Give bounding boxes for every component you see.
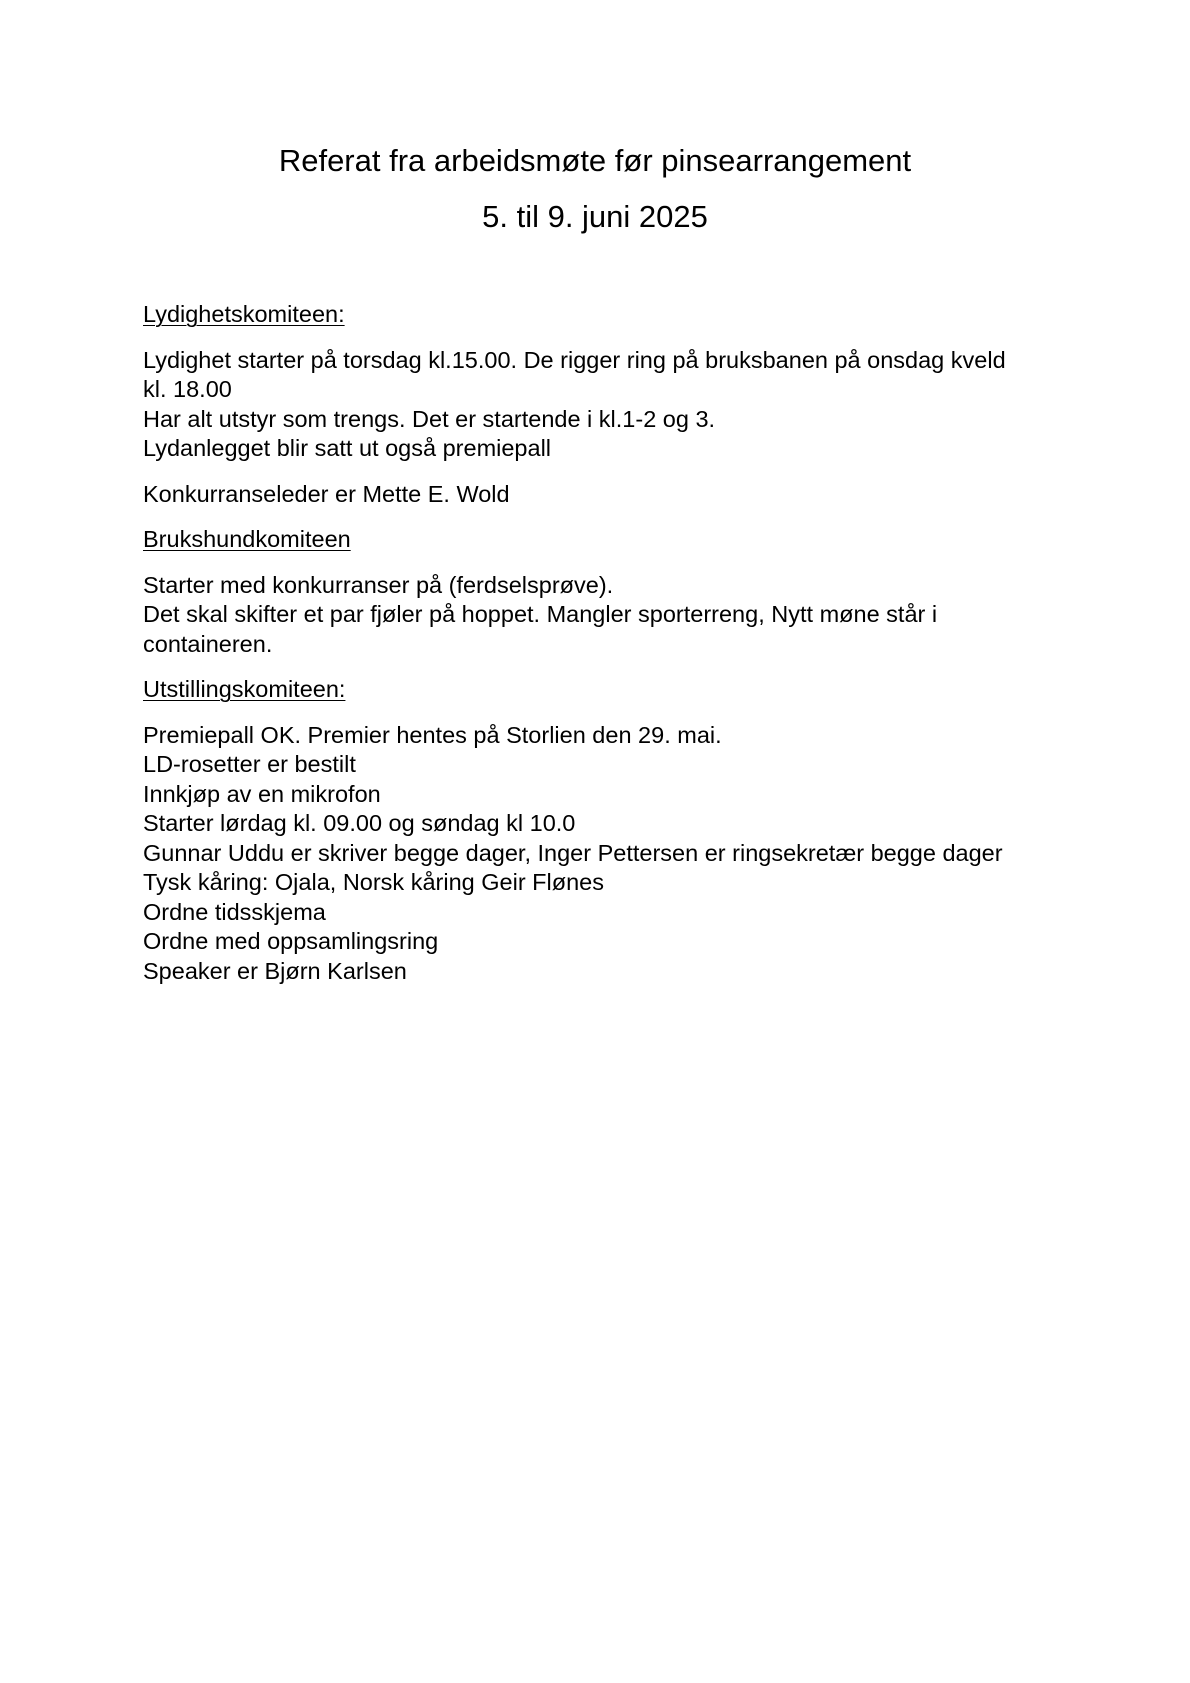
utstilling-paragraph-1 [143,721,1043,987]
text-line: Speaker er Bjørn Karlsen [143,957,407,984]
text-line: Lydighet starter på torsdag kl.15.00. De rigger ring på bruksbanen på onsdag kveld [143,346,1006,373]
text-line: Har alt utstyr som trengs. Det er startende i kl.1-2 og 3. [143,405,716,432]
text-line: Det skal skifter et par fjøler på hoppet. Mangler sporterreng, Nytt møne står i [143,601,938,627]
brukshund-paragraph-1 [143,571,1043,660]
text-line: Gunnar Uddu er skriver begge dager, Inger Pettersen er ringsekretær begge dager [143,839,1003,866]
spacer [143,509,1043,525]
text-line: Starter med konkurranser på (ferdselsprøve). [143,571,614,598]
text-line: Lydanlegget blir satt ut også premiepall [143,435,552,461]
spacer [143,555,1043,571]
spacer [143,659,1043,675]
spacer [143,705,1043,721]
text-line: Ordne med oppsamlingsring [143,928,439,954]
text-line: Innkjøp av en mikrofon [143,780,381,807]
text-line: Ordne tidsskjema [143,898,326,925]
spacer [143,330,1043,346]
text-line: containeren. [143,630,273,657]
text-line: Tysk kåring: Ojala, Norsk kåring Geir Flønes [143,869,604,895]
spacer [143,464,1043,480]
lydighet-paragraph-1 [143,346,1043,464]
document-date-range: 5. til 9. juni 2025 [482,199,708,234]
text-line: Konkurranseleder er Mette E. Wold [143,480,510,507]
text-line: kl. 18.00 [143,376,232,402]
section-heading-utstilling: Utstillingskomiteen: [143,676,346,702]
text-line: LD-rosetter er bestilt [143,751,356,777]
text-line: Starter lørdag kl. 09.00 og søndag kl 10.0 [143,810,576,836]
text-line: Premiepall OK. Premier hentes på Storlien den 29. mai. [143,721,722,748]
lydighet-paragraph-2 [143,480,1043,510]
section-heading-lydighet: Lydighetskomiteen: [143,301,345,327]
document-body [143,300,1043,986]
document-title: Referat fra arbeidsmøte før pinsearrangement [278,143,912,178]
section-heading-brukshund: Brukshundkomiteen [143,526,351,552]
